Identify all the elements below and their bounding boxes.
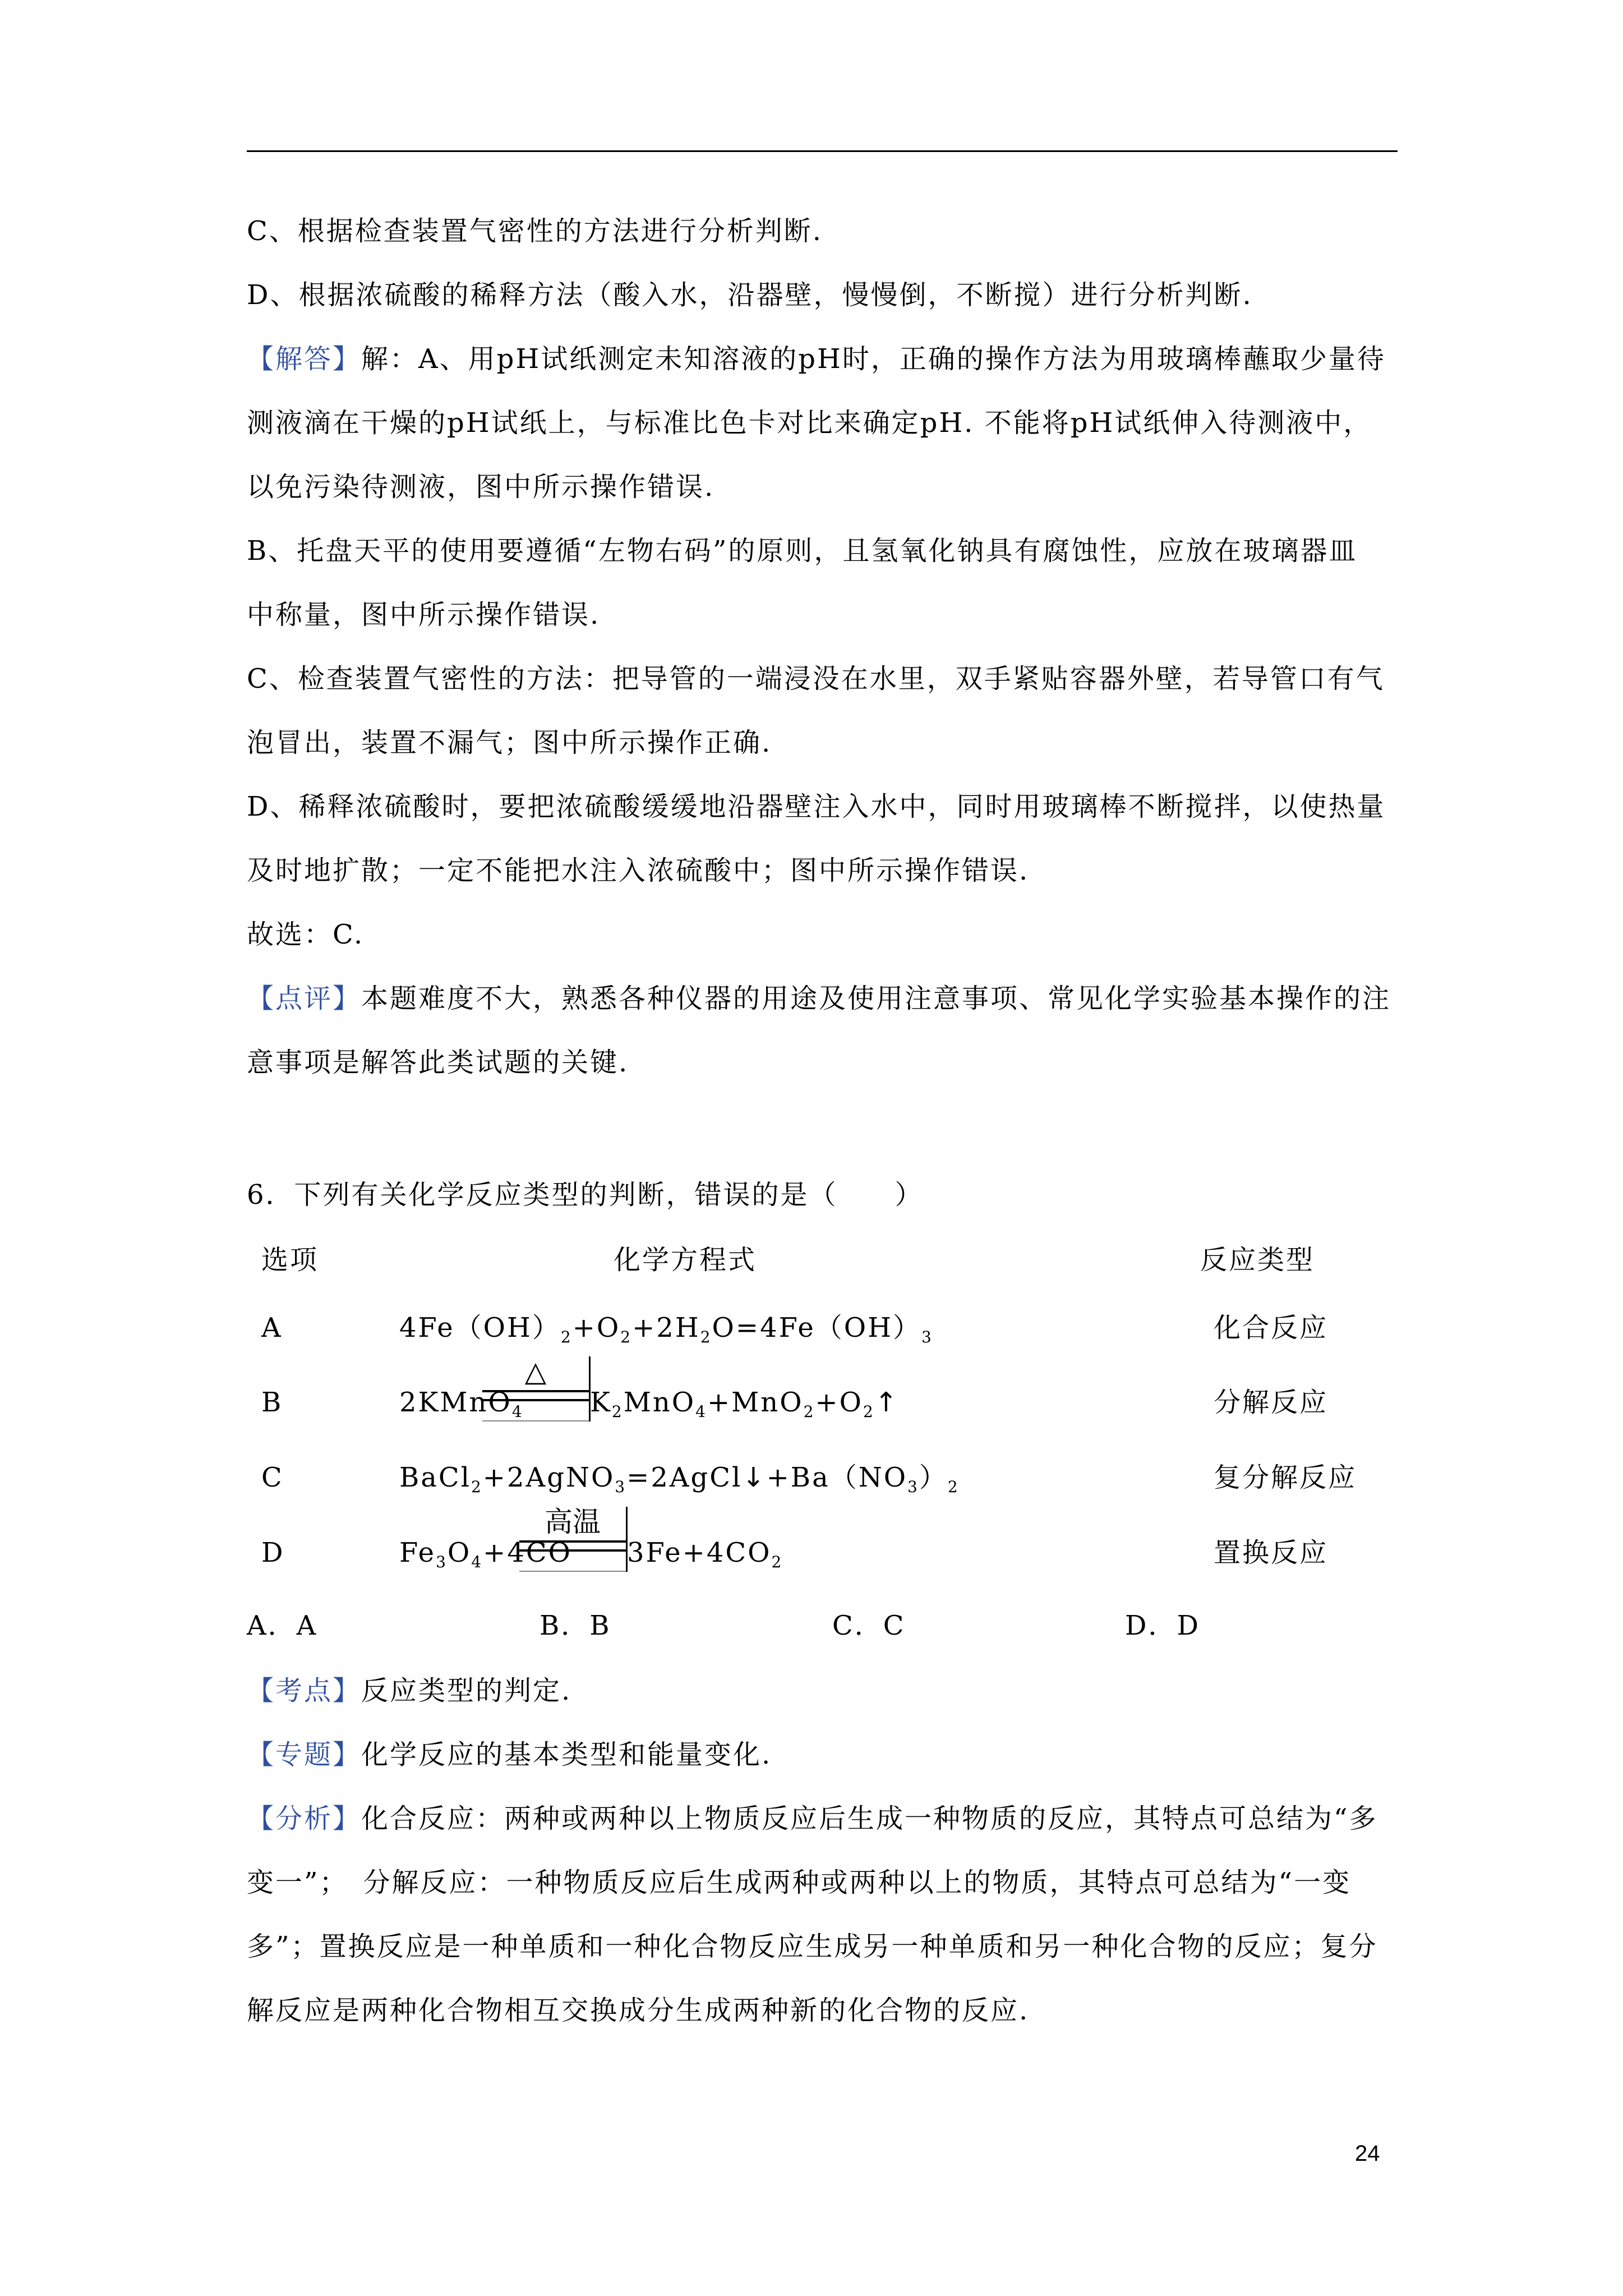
high-temp-condition: [519, 1507, 628, 1572]
answer-line: [247, 341, 1386, 377]
choice-line: 故选：C.: [247, 919, 365, 950]
text-line: 变一”； 分解反应：一种物质反应后生成两种或两种以上的物质，其特点可总结为“一变: [247, 1867, 1352, 1898]
row-a-type: 化合反应: [1214, 1312, 1329, 1343]
row-c-equation: $BaCl_2+2AgNO_3=2AgCl↓+Ba(NO_3)_2$: [399, 1462, 960, 1496]
row-d-equation-left: $Fe_3O_4+4CO$: [399, 1537, 572, 1571]
gas-arrow-icon: ↑: [874, 1387, 900, 1418]
analysis-text: 化合反应：两种或两种以上物质反应后生成一种物质的反应，其特点可总结为“多: [361, 1803, 1378, 1834]
row-c-option: C: [261, 1462, 284, 1493]
question-stem: 6．下列有关化学反应类型的判断，错误的是（ ）: [247, 1179, 924, 1211]
text-line: 以免污染待测液，图中所示操作错误.: [247, 471, 715, 503]
text-line: D、根据浓硫酸的稀释方法（酸入水，沿器壁，慢慢倒，不断搅）进行分析判断.: [247, 279, 1253, 311]
topic-tag: 【专题】: [247, 1739, 362, 1770]
review-line: [247, 981, 1391, 1016]
choice-b: B．B: [540, 1610, 611, 1641]
row-d-equation-right: $3Fe+4CO_2$: [627, 1537, 783, 1571]
topic-line: [247, 1737, 772, 1773]
text-line: 意事项是解答此类试题的关键.: [247, 1047, 629, 1078]
header-option: 选项: [261, 1244, 319, 1276]
point-tag: 【考点】: [247, 1675, 362, 1706]
text-line: B、托盘天平的使用要遵循“左物右码”的原则，且氢氧化钠具有腐蚀性，应放在玻璃器皿: [247, 535, 1358, 567]
header-type: 反应类型: [1200, 1244, 1315, 1276]
text-line: 中称量，图中所示操作错误.: [247, 599, 601, 631]
answer-tag: 【解答】: [247, 343, 362, 375]
text-line: C、根据检查装置气密性的方法进行分析判断.: [247, 215, 823, 247]
text-line: 及时地扩散；一定不能把水注入浓硫酸中；图中所示操作错误.: [247, 855, 1030, 886]
analysis-line: [247, 1801, 1378, 1837]
choice-c: C．C: [832, 1610, 906, 1641]
row-a-equation: $4Fe(OH)_2+O_2+2H_2O=4Fe(OH)_3$: [399, 1312, 933, 1346]
analysis-tag: 【分析】: [247, 1803, 362, 1834]
point-text: 反应类型的判定.: [361, 1675, 572, 1706]
equals-bars: [519, 1540, 626, 1552]
text-line: 测液滴在干燥的pH试纸上，与标准比色卡对比来确定pH. 不能将pH试纸伸入待测液中，: [247, 407, 1372, 439]
row-a-option: A: [261, 1312, 283, 1343]
text-line: 多”；置换反应是一种单质和一种化合物反应生成另一种单质和另一种化合物的反应；复分: [247, 1931, 1378, 1962]
review-text: 本题难度不大，熟悉各种仪器的用途及使用注意事项、常见化学实验基本操作的注: [361, 983, 1391, 1014]
row-b-equation-left: 2KMnO$_4$: [399, 1387, 524, 1421]
equals-bars: [482, 1390, 589, 1401]
row-b-equation-right: $K_2MnO_4+MnO_2+O_2↑$: [590, 1387, 900, 1421]
point-line: [247, 1673, 571, 1709]
row-d-option: D: [261, 1537, 285, 1568]
text-line: C、检查装置气密性的方法：把导管的一端浸没在水里，双手紧贴容器外壁，若导管口有气: [247, 663, 1385, 694]
row-d-type: 置换反应: [1214, 1537, 1329, 1568]
row-b-option: B: [261, 1387, 283, 1418]
header-equation: 化学方程式: [614, 1244, 757, 1276]
header-rule: [247, 150, 1398, 152]
page-number: 24: [1355, 2141, 1380, 2166]
heating-condition: [482, 1356, 591, 1421]
text-line: D、稀释浓硫酸时，要把浓硫酸缓缓地沿器壁注入水中，同时用玻璃棒不断搅拌，以使热量: [247, 791, 1386, 822]
review-tag: 【点评】: [247, 983, 362, 1014]
topic-text: 化学反应的基本类型和能量变化.: [361, 1739, 772, 1770]
answer-text: 解：A、用pH试纸测定未知溶液的pH时，正确的操作方法为用玻璃棒蘸取少量待: [361, 343, 1386, 375]
text-line: 泡冒出，装置不漏气；图中所示操作正确.: [247, 727, 772, 758]
choice-a: A．A: [247, 1610, 318, 1641]
row-c-type: 复分解反应: [1214, 1462, 1357, 1493]
high-temp-label: 高温: [545, 1506, 601, 1538]
delta-symbol: △: [524, 1355, 547, 1388]
text-line: 解反应是两种化合物相互交换成分生成两种新的化合物的反应.: [247, 1995, 1030, 2026]
precipitate-arrow-icon: ↓: [742, 1462, 767, 1493]
choice-d: D．D: [1125, 1610, 1200, 1641]
row-b-type: 分解反应: [1214, 1387, 1329, 1418]
